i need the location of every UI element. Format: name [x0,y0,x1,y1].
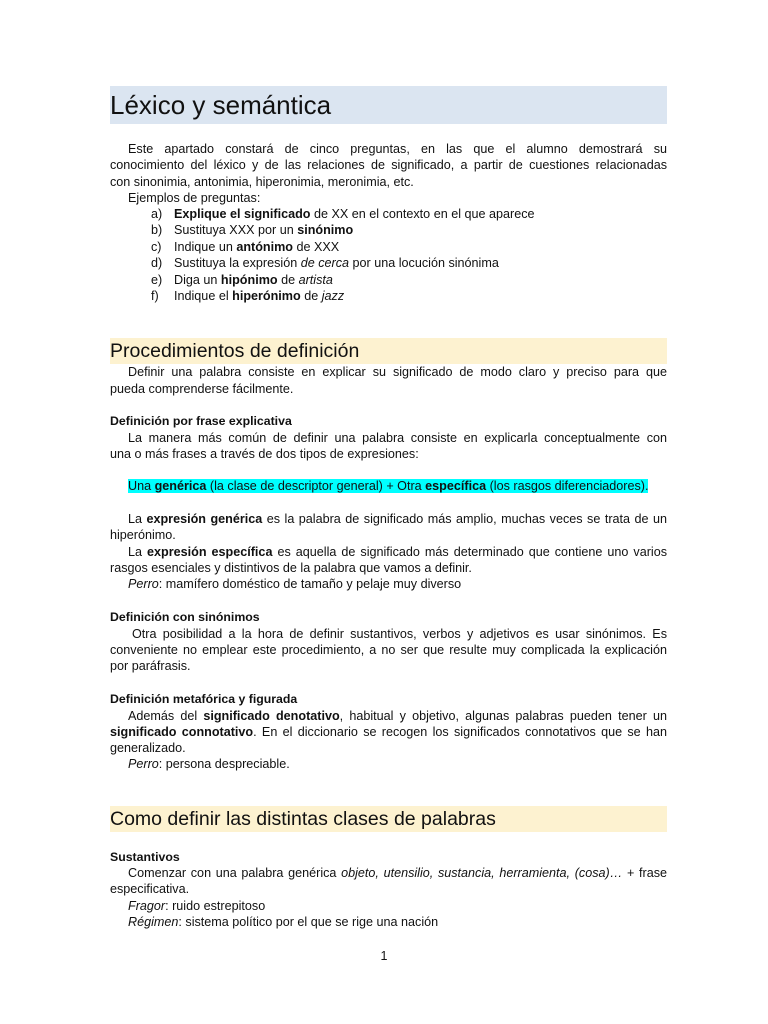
plain-text: Indique un [174,240,237,254]
list-item-text [174,255,499,271]
plain-text: de [277,273,299,287]
bold-text: hiperónimo [232,289,301,303]
italic-text: Fragor [128,899,166,913]
paragraph-line: pueda comprenderse fácilmente. [110,382,294,396]
plain-text: de XXX [293,240,340,254]
list-marker: c) [151,240,162,254]
list-item-text [174,239,339,255]
paragraph-line: conocimiento del léxico y de las relaciones de significado, a partir de cuestiones relacionadas [110,158,667,172]
example-line [110,898,667,914]
plain-text: : ruido estrepitoso [165,899,266,913]
paragraph-line [110,865,667,881]
paragraph-line: una o más frases a través de dos tipos de expresiones: [110,447,419,461]
section-title-text: Léxico y semántica [110,90,332,120]
example-line [110,576,667,592]
list-item-text [174,222,353,238]
list-item-text [174,272,333,288]
subheading-frase-explicativa: Definición por frase explicativa [110,414,292,428]
plain-text: Sustituya XXX por un [174,223,298,237]
paragraph-line: conveniente no emplear este procedimiento, a no ser que resulte muy complicada la explicación [110,643,667,657]
list-item-text [174,206,535,222]
bold-text: significado connotativo [110,725,254,739]
example-line [110,914,667,930]
paragraph-line [110,527,667,543]
plain-text: Una [128,479,155,493]
list-item [0,288,768,304]
plain-text: Diga un [174,273,221,287]
paragraph-line [110,881,667,897]
italic-text: objeto, utensilio, sustancia, herramienta, (cosa)… [341,866,623,880]
plain-text: rasgos esenciales y distintivos de la palabra que vamos a definir. [110,561,472,575]
bold-text: expresión genérica [146,512,263,526]
list-item-text [174,288,344,304]
plain-text: : sistema político por el que se rige una nación [178,915,439,929]
list-marker: e) [151,273,163,287]
plain-text: hiperónimo. [110,528,176,542]
italic-text: Perro [128,577,159,591]
italic-text: de cerca [300,256,350,270]
paragraph-line: Definir una palabra consiste en explicar su significado de modo claro y preciso para que [128,365,667,379]
bold-text: hipónimo [220,273,278,287]
paragraph-line: La manera más común de definir una palabra consiste en explicarla conceptualmente con [128,431,667,445]
paragraph-line: Este apartado constará de cinco preguntas, en las que el alumno demostrará su [128,142,667,156]
plain-text: : persona despreciable. [158,757,290,771]
plain-text: (los rasgos diferenciadores). [486,479,649,493]
plain-text: : mamífero doméstico de tamaño y pelaje muy diverso [158,577,462,591]
subheading-sustantivos: Sustantivos [110,850,180,864]
plain-text: generalizado. [110,741,186,755]
plain-text: es la palabra de significado más amplio, muchas veces se trata de un [262,512,667,526]
bold-text: sinónimo [297,223,354,237]
section-title-text: Como definir las distintas clases de palabras [110,808,496,830]
bold-text: Explique el significado [174,207,311,221]
list-marker: b) [151,223,163,237]
bold-text: significado denotativo [203,709,340,723]
section-title-clases-palabras [110,806,667,832]
bold-text: genérica [154,479,207,493]
plain-text: por una locución sinónima [349,256,499,270]
paragraph-line [110,560,667,576]
section-title-text: Procedimientos de definición [110,340,360,362]
italic-text: jazz [321,289,345,303]
list-item [0,255,768,271]
plain-text: de [300,289,322,303]
list-marker: d) [151,256,163,270]
plain-text: + frase [622,866,667,880]
paragraph-line [110,544,667,560]
list-marker: f) [151,289,159,303]
page-number: 1 [380,949,388,963]
examples-label: Ejemplos de preguntas: [128,191,261,205]
paragraph-line: Otra posibilidad a la hora de definir sustantivos, verbos y adjetivos es usar sinónimos. Es [132,627,667,641]
section-title-procedimientos [110,338,667,364]
plain-text: La [128,512,147,526]
plain-text: especificativa. [110,882,190,896]
plain-text: (la clase de descriptor general) + Otra [206,479,426,493]
list-item [0,206,768,222]
plain-text: Sustituya la expresión [174,256,301,270]
list-item [0,222,768,238]
list-marker: a) [151,207,163,221]
plain-text: de XX en el contexto en el que aparece [310,207,535,221]
paragraph-line [110,511,667,527]
plain-text: Comenzar con una palabra genérica [128,866,342,880]
subheading-sinonimos: Definición con sinónimos [110,610,260,624]
plain-text: Además del [128,709,204,723]
formula-line [110,478,667,494]
bold-text: antónimo [236,240,293,254]
plain-text: . En el diccionario se recogen los significados connotativos que se han [253,725,667,739]
subheading-metaforica: Definición metafórica y figurada [110,692,298,706]
italic-text: artista [298,273,333,287]
paragraph-line [110,724,667,740]
paragraph-line: con sinonimia, antonimia, hiperonimia, meronimia, etc. [110,175,414,189]
bold-text: expresión específica [147,545,273,559]
paragraph-line [110,740,667,756]
italic-text: Perro [128,757,159,771]
example-line [110,756,667,772]
italic-text: Régimen [128,915,179,929]
plain-text: Indique el [174,289,233,303]
list-item [0,239,768,255]
plain-text: , habitual y objetivo, algunas palabras pueden tener un [339,709,667,723]
highlighted-formula [128,479,648,493]
section-title-lexico [110,86,667,124]
list-item [0,272,768,288]
paragraph-line: por paráfrasis. [110,659,191,673]
paragraph-line [110,708,667,724]
plain-text: es aquella de significado más determinado que contiene uno varios [272,545,667,559]
bold-text: específica [425,479,487,493]
plain-text: La [128,545,148,559]
